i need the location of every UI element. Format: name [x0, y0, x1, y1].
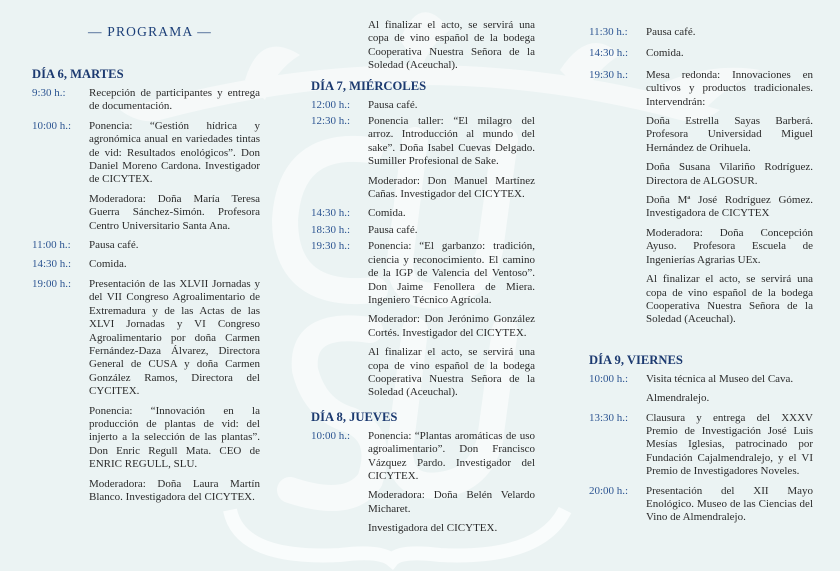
page-title: — PROGRAMA — [88, 24, 212, 39]
entry-text: Doña Susana Vilariño Rodríguez. Directora de ALGOSUR. [646, 161, 813, 187]
day-heading: DÍA 8, JUEVES [311, 409, 398, 424]
entry-text: Ponencia: “El garbanzo: tradición, ciencia y reconocimiento. El camino de la IGP de Valencia del Ventoso”. Don Jaime Fenollera de Miera. Ingeniero Técnico Agrícola. [368, 240, 535, 306]
entry-text: Investigadora del CICYTEX. [368, 522, 498, 535]
entry-text: Moderadora: Doña Belén Velardo Micharet. [368, 489, 535, 515]
entry-time: 12:00 h.: [311, 98, 351, 111]
schedule-entry [311, 240, 535, 399]
schedule-entry [589, 47, 813, 60]
day-heading: DÍA 9, VIERNES [589, 352, 683, 367]
schedule-entry [589, 69, 813, 327]
schedule-entry [311, 224, 535, 237]
entry-time: 14:30 h.: [32, 258, 72, 271]
schedule-entry [32, 87, 260, 114]
schedule-entry [311, 430, 535, 536]
entry-text: Recepción de participantes y entrega de documentación. [89, 87, 260, 113]
schedule-entry [32, 239, 260, 252]
schedule-entry [589, 485, 813, 525]
entry-time: 10:00 h.: [589, 372, 629, 385]
entry-text: Comida. [646, 47, 684, 60]
schedule-entry [32, 278, 260, 505]
entry-text: Presentación del XII Mayo Enológico. Museo de las Ciencias del Vino de Almendralejo. [646, 484, 813, 524]
entry-text: Doña Mª José Rodríguez Gómez. Investigadora de CICYTEX [646, 194, 813, 220]
entry-text: Visita técnica al Museo del Cava. [646, 372, 794, 385]
entry-text: Clausura y entrega del XXXV Premio de Investigación José Luis Mesías Iglesias, patrocinado por Fundación Cajalmendralejo, y el VI Premio de Investigadores Noveles. [646, 411, 813, 478]
entry-time: 11:30 h.: [589, 26, 628, 38]
entry-text: Ponencia: “Gestión hídrica y agronómica anual en variedades tintas de vid: Resultados enológicos”. Don Daniel Moreno Cardona. Investigador de CICYTEX. [89, 119, 260, 186]
column-3 [589, 26, 813, 531]
entry-text: Moderadora: Doña María Teresa Guerra Sánchez-Simón. Profesora Centro Universitario Santa Ana. [89, 192, 260, 232]
schedule-entry [311, 115, 535, 201]
entry-time: 9:30 h.: [32, 87, 66, 99]
entry-text: Pausa café. [368, 223, 418, 236]
entry-text: Moderador: Don Jerónimo González Cortés. Investigador del CICYTEX. [368, 313, 535, 339]
schedule-entry [32, 258, 260, 271]
entry-text: Ponencia: “Innovación en la producción de plantas de vid: del injerto a la selección de las plantas”. Don Enric Regull Mata. CEO de ENRIC REGULL, SLU. [89, 404, 260, 471]
schedule-entry [589, 412, 813, 479]
entry-text: Doña Estrella Sayas Barberá. Profesora Universidad Miguel Hernández de Orihuela. [646, 115, 813, 154]
entry-text: Presentación de las XLVII Jornadas y del VII Congreso Agroalimentario de Extremadura y de las Actas de las XLVI Jornadas y VI Congreso Agroalimentario por doña Carmen Fernández-Daza Álvarez, Directora General de CUSA y doña Carmen González Ramos, Directora del CYCITEX. [89, 277, 260, 398]
entry-time: 13:30 h.: [589, 411, 629, 424]
entry-time: 19:30 h.: [311, 240, 351, 253]
entry-text: Al finalizar el acto, se servirá una copa de vino español de la bodega Cooperativa Nuestra Señora de la Soledad (Aceuchal). [368, 19, 535, 72]
entry-text: Moderador: Don Manuel Martínez Cañas. Investigador del CICYTEX. [368, 174, 535, 201]
entry-time: 14:30 h.: [589, 47, 629, 60]
column-1 [32, 24, 260, 510]
column-2 [311, 19, 535, 542]
entry-text: Moderadora: Doña Concepción Ayuso. Profesora Escuela de Ingenierías Agrarias UEx. [646, 226, 813, 266]
schedule-entry [311, 207, 535, 220]
entry-time: 14:30 h.: [311, 207, 351, 220]
entry-time: 12:30 h.: [311, 115, 351, 128]
entry-text: Pausa café. [368, 98, 418, 111]
entry-text: Mesa redonda: Innovaciones en cultivos y productos tradicionales. Intervendrán: [646, 68, 813, 108]
day-heading: DÍA 6, MARTES [32, 67, 124, 81]
entry-text: Ponencia: “Plantas aromáticas de uso agroalimentario”. Don Francisco Vázquez Pardo. Investigador del CICYTEX. [368, 429, 535, 482]
entry-time: 10:00 h.: [311, 429, 351, 442]
entry-time: 19:30 h.: [589, 68, 629, 81]
entry-text: Almendralejo. [646, 392, 710, 405]
schedule-entry [311, 99, 535, 112]
schedule-entry-continued [311, 19, 535, 73]
entry-time: 11:00 h.: [32, 239, 71, 252]
entry-text: Al finalizar el acto, se servirá una copa de vino español de la bodega Cooperativa Nuestra Señora de la Soledad (Aceuchal). [368, 346, 535, 399]
entry-text: Comida. [368, 207, 406, 220]
entry-time: 20:00 h.: [589, 484, 629, 497]
schedule-entry [32, 120, 260, 233]
entry-text: Al finalizar el acto, se servirá una copa de vino español de la bodega Cooperativa Nuestra Señora de la Soledad (Aceuchal). [646, 273, 813, 326]
entry-time: 18:30 h.: [311, 223, 351, 236]
entry-time: 10:00 h.: [32, 119, 72, 132]
entry-text: Pausa café. [89, 239, 139, 252]
schedule-entry [589, 26, 813, 39]
entry-text: Moderadora: Doña Laura Martín Blanco. Investigadora del CICYTEX. [89, 477, 260, 503]
day-heading: DÍA 7, MIÉRCOLES [311, 78, 427, 93]
entry-time: 19:00 h.: [32, 277, 72, 290]
entry-text: Comida. [89, 258, 127, 271]
entry-text: Ponencia taller: “El milagro del arroz. Introducción al mundo del sake”. Doña Isabel Cuevas Delgado. Sumiller Profesional de Sake. [368, 115, 535, 168]
schedule-entry [589, 373, 813, 406]
entry-text: Pausa café. [646, 26, 696, 38]
